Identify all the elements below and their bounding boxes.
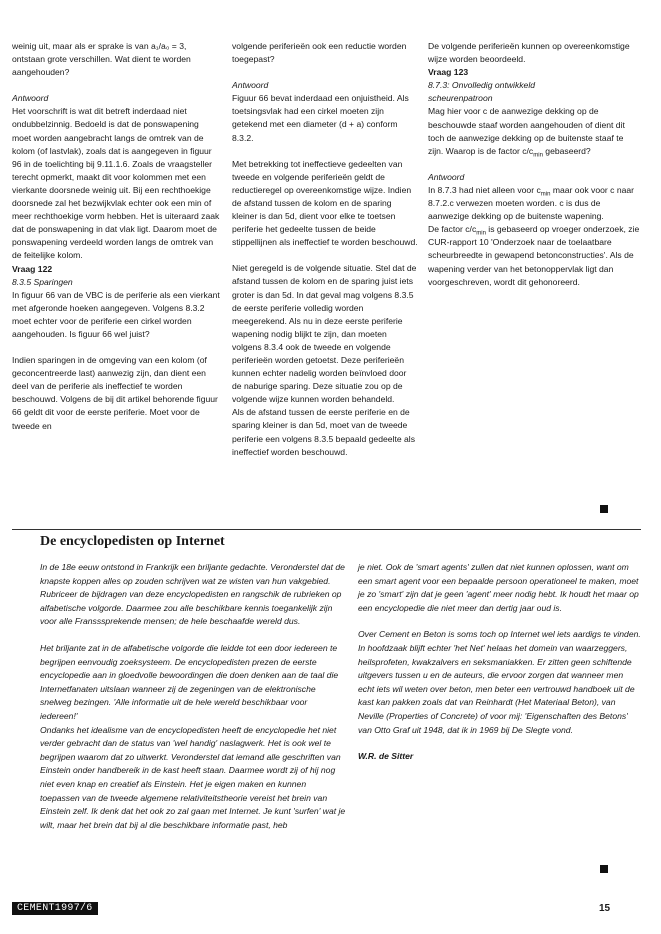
end-of-section-marker [600, 505, 608, 513]
question-123-subheading-line2: scheurenpatroon [428, 93, 493, 104]
answer-text-4: Als de afstand tussen de eerste periferie en de sparing kleiner is dan 5d, moet van de tweede periferie een volgens 8.3.5 bepaald gedeelte als ineffectief worden beschouwd. [232, 407, 415, 457]
question-123-heading: Vraag 123 [428, 67, 469, 78]
section-divider [12, 529, 641, 530]
column-left [12, 40, 220, 433]
answer-text-1: Figuur 66 bevat inderdaad een onjuistheid. Als toetsingsvlak had een cirkel moeten zijn getekend met een diameter (d + a) conform 8.3.2. [232, 93, 409, 143]
answer-text: Het voorschrift is wat dit betreft inderdaad niet ondubbelzinnig. Bedoeld is dat de ponswapening moet worden aangebracht langs de omtrek van de kolom (of lastvlak), zoals dat is aangegeven in figuur 96 in de toelichting bij 9.11.1.6. Zoals de vraagsteller terecht opmerkt, maakt dit voor kolommen met een vierkante doorsnede weinig uit. Bij een rechthoekige doorsnede zal het bezwijkvlak echter ook een min of meer rechthoekige vorm hebben. Het is uiteraard zaak dat de ponswapening in dat vlak ligt. Daarom moet de ponswapening verdeeld worden langs de omtrek van de feitelijke kolom. [12, 106, 220, 261]
question-122-heading: Vraag 122 [12, 263, 53, 274]
article-paragraph: Ondanks het idealisme van de encyclopedisten heeft de encyclopedie het niet verder gebracht dan de status van 'wel handig' naslagwerk. Het is ook wel te begrijpen waarom dat zo uitwerkt. Veronderstel dat iemand alle geschriften van Einstein onder handbereik in de kast heeft staan. Daarmee wordt zij of hij nog niet even knap en creatief als Einstein. Het je eigen maken en kunnen toepassen van de tweede algemene relativiteitstheorie vereist het brein van Einstein zelf. Ik denk dat het ook zo zal gaan met Internet. Je kunt 'surfen' wat je wilt, maar het brein dat bij al die beschikbare informatie past, heb [40, 724, 346, 830]
answer-text-c: De factor c/c [428, 224, 477, 235]
answer-text-b: maar ook voor c naar 8.7.2.c verwezen moeten worden. c is dus de aanwezige dekking op de buitenste wapening. [428, 184, 635, 222]
question-122-text: In figuur 66 van de VBC is de periferie als een vierkant met afgeronde hoeken aangegeven. Volgens 8.3.2 moet echter voor de periferie een cirkel worden aangehouden. Is figuur 66 wel juist? [12, 289, 220, 339]
end-of-article-marker [600, 865, 608, 873]
article-paragraph: Het briljante zat in de alfabetische volgorde die leidde tot een door iedereen te begrijpen eenvoudig zoeksysteem. De encyclopedisten prezen de eerste encyclopedie aan in gloedvolle bewoordingen die doen denken aan de taal die Internetfanaten uitslaan wanneer zij de zegeningen van de elektronische snelweg bezingen. 'Alle informatie uit de hele wereld beschikbaar voor iedereen!' [40, 642, 339, 721]
article-paragraph: Over Cement en Beton is soms toch op Internet wel iets aardigs te vinden. In hoofdzaak blijft echter 'het Net' helaas het domein van waarzeggers, heilsprofeten, kwakzalvers en seksmaniakken. Er zitten geen schiftende uitgevers tussen u en de auteurs, die ervoor zorgen dat wanneer men echt iets wil weten over beton, men beter een vertrouwd handboek uit de kast kan pakken zoals dat van Reinhardt (Het Materiaal Beton), van Neville (Properties of Concrete) of voor mij: 'Eigenschaften des Betons' van Otto Graf uit 1948, dat ik in 1969 bij De Slegte vond. [358, 629, 641, 735]
article-column-right [358, 561, 641, 764]
answer-text-2: Met betrekking tot ineffectieve gedeelten van tweede en volgende periferieën geldt de reductieregel op overeenkomstige wijze. Indien de afstand tussen de kolom en de sparing kleiner is dan 5d, dient voor elke te toetsen periferie het gedeelte tussen de beide stippellijnen als ineffectief te worden beschouwd. [232, 158, 418, 248]
question-123-subheading: 8.7.3: Onvolledig ontwikkeld [428, 80, 536, 91]
question-122-text-continued: Indien sparingen in de omgeving van een kolom (of geconcentreerde last) aanwezig zijn, dan dient een deel van de periferie als ineffectief te worden beschouwd. Volgens de bij dit artikel behorende figuur 66 geldt dit voor de eerste periferie. Moet voor de tweede en [12, 355, 218, 431]
article-paragraph: In de 18e eeuw ontstond in Frankrijk een briljante gedachte. Veronderstel dat de knapste koppen alles op zouden schrijven wat ze wisten van hun vakgebied. Rubriceer de bijdragen van deze encyclopedisten en rangschik de rubrieken op alfabetische volgorde. Daarmee zou alle beschikbare kennis toegankelijk zijn voor alle Fransssprekende mensen; de hele beschaafde wereld dus. [40, 562, 345, 627]
question-122-subheading: 8.3.5 Sparingen [12, 276, 73, 287]
question-123-text-b: gebaseerd? [542, 145, 591, 156]
article-author: W.R. de Sitter [358, 751, 414, 762]
column-c-intro: De volgende periferieën kunnen op overeenkomstige wijze worden beoordeeld. [428, 41, 630, 65]
answer-text-1 [428, 184, 641, 223]
column-right [428, 40, 641, 289]
answer-text-d: is gebaseerd op vroeger onderzoek, zie CUR-rapport 10 'Onderzoek naar de toelaatbare scheurbreedte in gewapend betonconstructies'. Als de wapening verder van het betonoppervlak ligt dan voorgeschreven, wordt dit gehonoreerd. [428, 224, 640, 287]
article-title: De encyclopedisten op Internet [40, 534, 225, 549]
subscript-min: min [533, 152, 543, 159]
answer-label: Antwoord [428, 171, 465, 182]
article-paragraph: je niet. Ook de 'smart agents' zullen dat niet kunnen oplossen, want om een smart agent voor een bepaalde persoon operationeel te maken, moet je zo 'smart' zijn dat je geen 'agent' meer nodig hebt. Ik houdt het maar op een encyclopedie die niet meer dan dertig jaar oud is. [358, 562, 639, 613]
article-column-left [40, 561, 346, 832]
answer-text-3: Niet geregeld is de volgende situatie. Stel dat de afstand tussen de kolom en de sparing juist iets groter is dan 5d. In dat geval mag volgens 8.3.5 de eerste periferie volledig worden meegerekend. Als nu in deze eerste periferie wapening nodig blijkt te zijn, dan moeten volgens 8.3.4 ook de tweede en volgende periferieën worden getoetst. Deze periferieën kunnen echter nadelig worden beïnvloed door de naburige sparing. Deze situatie zou op de volgende wijze kunnen worden behandeld. [232, 263, 417, 405]
answer-label: Antwoord [12, 93, 49, 104]
subscript-min: min [476, 230, 486, 237]
column-a-intro: weinig uit, maar als er sprake is van a₁/a₀ = 3, ontstaan grote verschillen. Wat dient te worden aangehouden? [12, 41, 191, 78]
column-middle [232, 40, 418, 459]
page-number: 15 [599, 903, 611, 914]
answer-text-2 [428, 223, 641, 288]
question-123-text-a: Mag hier voor c de aanwezige dekking op de beschouwde staaf worden aangehouden of dient dit toch de aanwezige dekking op de buitenste staaf te zijn. Waarop is de factor c/c [428, 106, 625, 156]
question-123-text [428, 105, 641, 157]
journal-footer: CEMENT1997/6 [12, 902, 98, 915]
subscript-min: min [540, 191, 551, 198]
column-b-intro: volgende periferieën ook een reductie worden toegepast? [232, 41, 407, 65]
answer-label: Antwoord [232, 80, 269, 91]
answer-text-a: In 8.7.3 had niet alleen voor c [428, 184, 541, 195]
